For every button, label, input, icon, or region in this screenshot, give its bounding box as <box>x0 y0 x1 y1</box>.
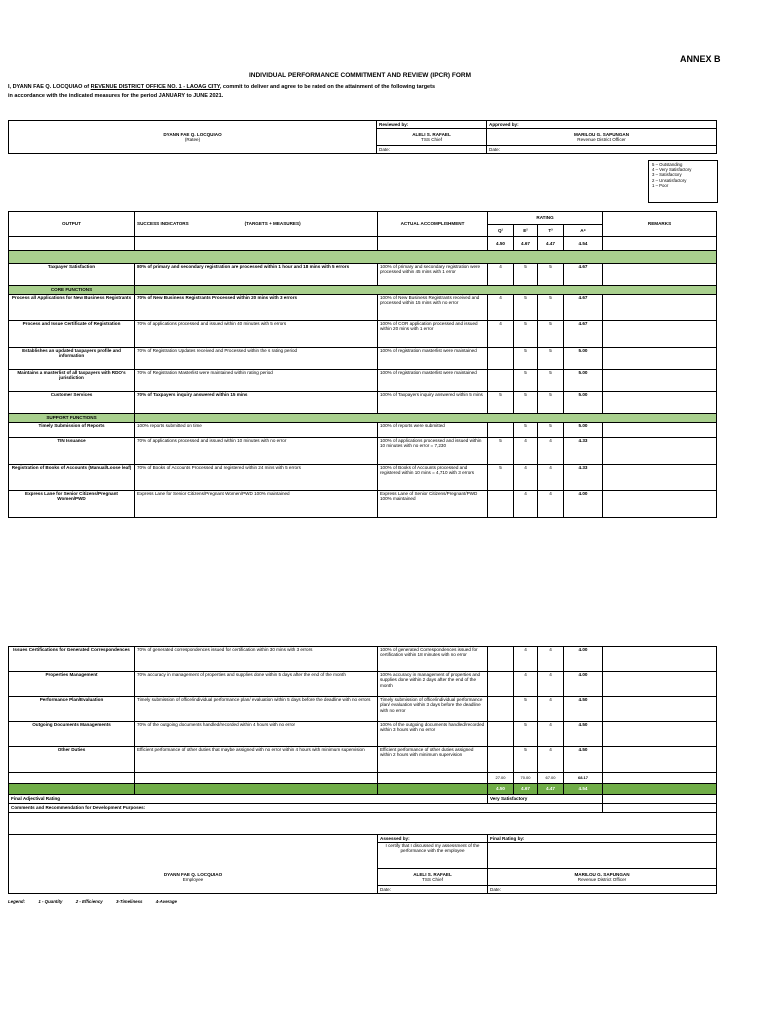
table-row <box>9 438 717 465</box>
row-rating-t: 4 <box>538 491 564 518</box>
table-row <box>9 697 717 722</box>
intro-post: , commit to deliver and agree to be rated on the attainment of the following targets <box>219 84 436 90</box>
table-row <box>9 423 717 438</box>
row-rating-t: 4 <box>538 722 564 747</box>
row-success-indicator: 70% of generated correspondences issued for certification within 30 mins with 3 errors <box>135 647 378 672</box>
row-rating-t: 4 <box>538 747 564 773</box>
row-actual-accomplishment: Express Lane of Senior Citizens/Pregnant/PWD 100% maintained <box>378 491 488 518</box>
table-row <box>9 722 717 747</box>
row-rating-a: 5.00 <box>564 370 603 392</box>
legend-item: 2 - Efficiency <box>75 899 103 904</box>
row-remarks <box>603 491 717 518</box>
table-row <box>9 647 717 672</box>
table-row <box>9 491 717 518</box>
reviewed-by-label: Reviewed by: <box>377 121 487 129</box>
row-success-indicator: 70% of Taxpayers inquiry answered within 15 mins <box>135 392 378 414</box>
row-rating-q: 4 <box>488 321 514 348</box>
final-rating-label: Final Adjectival Rating <box>9 795 488 804</box>
row-output: Establishes an updated taxpayers profile and information <box>9 348 135 370</box>
intro-pre: I, DYANN FAE Q. LOCQUIAO of <box>8 84 91 90</box>
row-success-indicator: 70% accuracy in management of properties and supplies done within 5 days after the end of the month <box>135 672 378 697</box>
row-rating-a: 5.00 <box>564 348 603 370</box>
avg-q: 4.50 <box>488 237 514 251</box>
row-success-indicator: 70% of Registration Updates received and Processed within the s rating period <box>135 348 378 370</box>
row-rating-q <box>488 647 514 672</box>
row-rating-q <box>488 423 514 438</box>
row-rating-t: 5 <box>538 392 564 414</box>
row-remarks <box>603 348 717 370</box>
header-e: E² <box>514 225 538 237</box>
row-output: Other Duties <box>9 747 135 773</box>
form-title: INDIVIDUAL PERFORMANCE COMMITMENT AND REVIEW (IPCR) FORM <box>248 72 472 79</box>
final-rating-by-label: Final Rating by: <box>488 835 717 843</box>
scale-item: 5 – Outstanding <box>652 162 683 167</box>
final-avg-e: 4.67 <box>514 784 538 795</box>
row-rating-a: 4.50 <box>564 722 603 747</box>
reviewer-date-label: Date: <box>377 146 487 154</box>
row-output: Timely Submission of Reports <box>9 423 135 438</box>
employee-name: DYANN FAE Q. LOCQUIAO <box>163 871 223 877</box>
row-actual-accomplishment: 100% of applications processed and issued within 10 minutes with no error = 7,230 <box>378 438 488 465</box>
employee-role: Employee <box>182 877 204 882</box>
row-rating-q: 4 <box>488 264 514 286</box>
support-functions-label: SUPPORT FUNCTIONS <box>9 414 135 423</box>
row-rating-t: 4 <box>538 647 564 672</box>
reviewer-role: TSS Chief <box>421 137 442 142</box>
avg-t: 4.47 <box>538 237 564 251</box>
row-actual-accomplishment: 100% of registration masterlist were maintained <box>378 370 488 392</box>
row-success-indicator: 70% of applications processed and issued within 40 minutes with 5 errors <box>135 321 378 348</box>
approver-role: Revenue District Officer <box>577 137 626 142</box>
row-rating-e: 5 <box>514 264 538 286</box>
row-success-indicator: 100% reports submitted on time <box>135 423 378 438</box>
header-a: A⁴ <box>564 225 603 237</box>
row-rating-t: 4 <box>538 672 564 697</box>
row-output: Maintains a masterlist of all taxpayers with RDO's jurisdiction <box>9 370 135 392</box>
legend <box>8 899 189 904</box>
row-rating-t: 5 <box>538 348 564 370</box>
assessor-role: TSS Chief <box>422 877 443 882</box>
header-success-label: SUCCESS INDICATORS <box>137 221 189 227</box>
row-rating-t: 5 <box>538 264 564 286</box>
row-rating-t: 5 <box>538 370 564 392</box>
legend-item: 4-Average <box>155 899 177 904</box>
row-rating-t: 5 <box>538 423 564 438</box>
row-remarks <box>603 697 717 722</box>
row-rating-e: 5 <box>514 392 538 414</box>
row-rating-a: 4.67 <box>564 264 603 286</box>
row-actual-accomplishment: 100% of registration masterlist were maintained <box>378 348 488 370</box>
row-rating-q <box>488 722 514 747</box>
row-rating-e: 5 <box>514 722 538 747</box>
row-rating-e: 5 <box>514 697 538 722</box>
row-output: Performance Plan/Evaluation <box>9 697 135 722</box>
row-actual-accomplishment: 100% of reports were submitted <box>378 423 488 438</box>
comments-area <box>9 813 717 835</box>
row-rating-a: 4.33 <box>564 465 603 491</box>
scale-item: 2 – Unsatisfactory <box>652 177 687 183</box>
row-success-indicator: 70% of the outgoing documents handled/recorded within 4 hours with no error <box>135 722 378 747</box>
row-actual-accomplishment: Timely submission of office/individual performance plan/ evaluation within 3 days before the deadline with no error <box>378 697 488 722</box>
row-success-indicator: Express Lane for Senior Citizens/Pregnant Women/PWD 100% maintained <box>135 491 378 518</box>
scale-item: 3 – Satisfactory <box>652 172 682 178</box>
row-success-indicator: 70% of Books of Accounts Processed and registered within 24 mins with 5 errors <box>135 465 378 491</box>
row-rating-e: 5 <box>514 423 538 438</box>
row-rating-q: 4 <box>488 295 514 321</box>
row-output: Properties Management <box>9 672 135 697</box>
row-remarks <box>603 747 717 773</box>
scale-item: 4 – Very Satisfactory <box>652 167 692 173</box>
row-remarks <box>603 370 717 392</box>
legend-label: Legend: <box>8 899 26 904</box>
header-success-indicators <box>135 212 378 237</box>
ratee-role: (Ratee) <box>184 137 201 142</box>
row-rating-a: 5.00 <box>564 423 603 438</box>
row-rating-q <box>488 672 514 697</box>
row-rating-a: 4.50 <box>564 747 603 773</box>
approver-name: MARILOU G. SAPUNGAN <box>573 131 630 137</box>
table-row <box>9 370 717 392</box>
final-rating-value: Very Satisfactory <box>488 795 603 804</box>
row-rating-q <box>488 370 514 392</box>
row-output: Customer Services <box>9 392 135 414</box>
row-actual-accomplishment: 100% of Taxpayers inquiry answered within 5 mins <box>378 392 488 414</box>
row-rating-e: 4 <box>514 647 538 672</box>
header-targets-label: (TARGETS + MEASURES) <box>244 221 301 227</box>
total-e: 70.00 <box>514 773 538 784</box>
intro-office: REVENUE DISTRICT OFFICE NO. 1 - LAOAG CITY <box>90 84 220 90</box>
final-rater-role: Revenue District Officer <box>577 877 627 882</box>
table-row <box>9 747 717 773</box>
final-avg-q: 4.50 <box>488 784 514 795</box>
row-rating-a: 4.00 <box>564 672 603 697</box>
row-rating-t: 4 <box>538 697 564 722</box>
final-rater-name: MARILOU G. SAPUNGAN <box>574 871 630 877</box>
row-success-indicator: 80% of primary and secondary registration are processed within 1 hour and 18 mins with 5 errors <box>135 264 378 286</box>
table-row <box>9 321 717 348</box>
rating-scale-box <box>648 160 718 203</box>
row-rating-q: 5 <box>488 465 514 491</box>
row-rating-a: 5.00 <box>564 392 603 414</box>
row-output: Express Lane for Senior Citizens/Pregnant Women/PWD <box>9 491 135 518</box>
scale-item: 1 – Poor <box>652 182 669 188</box>
table-row <box>9 348 717 370</box>
table-row <box>9 295 717 321</box>
row-rating-e: 4 <box>514 672 538 697</box>
row-actual-accomplishment: 100% of the outgoing documents handled/recorded within 3 hours with no error <box>378 722 488 747</box>
total-a: 68.17 <box>564 773 603 784</box>
row-rating-q: 5 <box>488 438 514 465</box>
row-rating-t: 4 <box>538 465 564 491</box>
intro-period: in accordance with the indicated measures for the period JANUARY to JUNE 2021. <box>8 93 224 99</box>
row-actual-accomplishment: 100% accuracy in management of properties and supplies done within 2 days after the end of the month <box>378 672 488 697</box>
intro-statement <box>8 83 435 101</box>
header-rating: RATING <box>488 212 603 225</box>
row-success-indicator: 70% of New Business Registrants Processed within 20 mins with 3 errors <box>135 295 378 321</box>
legend-item: 1 - Quantity <box>38 899 63 904</box>
row-rating-q: 5 <box>488 392 514 414</box>
total-t: 67.00 <box>538 773 564 784</box>
header-remarks: REMARKS <box>603 212 717 237</box>
row-rating-q <box>488 747 514 773</box>
row-rating-q <box>488 697 514 722</box>
final-avg-a: 4.54 <box>564 784 603 795</box>
row-rating-t: 5 <box>538 321 564 348</box>
row-output: Taxpayer Satisfaction <box>9 264 135 286</box>
row-output: Registration of Books of Accounts (Manual/Loose leaf) <box>9 465 135 491</box>
ipcr-table-part2 <box>8 646 717 894</box>
row-output: TIN Issuance <box>9 438 135 465</box>
reviewer-name: ALELI S. RAFAEL <box>412 131 451 137</box>
table-row <box>9 264 717 286</box>
table-row <box>9 672 717 697</box>
header-output: OUTPUT <box>9 212 135 237</box>
core-functions-label: CORE FUNCTIONS <box>9 286 135 295</box>
row-remarks <box>603 321 717 348</box>
row-rating-a: 4.67 <box>564 321 603 348</box>
avg-a: 4.54 <box>564 237 603 251</box>
row-output: Process and Issue Certificate of Registration <box>9 321 135 348</box>
row-rating-e: 4 <box>514 465 538 491</box>
legend-item: 3-Timeliness <box>115 899 143 904</box>
approver-date-label: Date: <box>487 146 717 154</box>
row-rating-a: 4.33 <box>564 438 603 465</box>
row-remarks <box>603 423 717 438</box>
header-t: T³ <box>538 225 564 237</box>
header-actual: ACTUAL ACCOMPLISHMENT <box>378 212 488 237</box>
row-actual-accomplishment: 100% of COR application processed and issued within 20 mins with 1 error <box>378 321 488 348</box>
row-rating-e: 5 <box>514 370 538 392</box>
row-success-indicator: Efficient performance of other duties that maybe assigned with no error within 4 hours with minimum supervision <box>135 747 378 773</box>
row-rating-a: 4.00 <box>564 647 603 672</box>
row-success-indicator: 70% of Registration Masterlist were maintained within rating period <box>135 370 378 392</box>
row-actual-accomplishment: Efficient performance of other duties assigned within 2 hours with minimum supervision <box>378 747 488 773</box>
row-rating-a: 4.67 <box>564 295 603 321</box>
row-rating-e: 4 <box>514 491 538 518</box>
row-rating-e: 5 <box>514 321 538 348</box>
row-rating-e: 5 <box>514 295 538 321</box>
row-remarks <box>603 647 717 672</box>
row-rating-e: 5 <box>514 747 538 773</box>
row-success-indicator: Timely submission of office/individual performance plan/ evaluation within 5 days before the deadline with no errors <box>135 697 378 722</box>
assessor-date-label: Date: <box>378 886 488 894</box>
row-rating-t: 4 <box>538 438 564 465</box>
row-remarks <box>603 465 717 491</box>
annex-label: ANNEX B <box>680 54 721 64</box>
row-rating-q <box>488 491 514 518</box>
comments-label: Comments and Recommendation for Development Purposes: <box>9 804 603 813</box>
row-rating-e: 5 <box>514 348 538 370</box>
row-rating-q <box>488 348 514 370</box>
row-output: Issues Certifications for Generated Correspondences <box>9 647 135 672</box>
row-rating-t: 5 <box>538 295 564 321</box>
row-actual-accomplishment: 100% of generated Correspondences issued for certification within 18 minutes with no error <box>378 647 488 672</box>
row-remarks <box>603 295 717 321</box>
table-row <box>9 465 717 491</box>
row-remarks <box>603 392 717 414</box>
row-success-indicator: 70% of applications processed and issued within 10 minutes with no error <box>135 438 378 465</box>
assessed-by-label: Assessed by: <box>378 835 488 843</box>
assessor-name: ALELI S. RAFAEL <box>413 871 452 877</box>
row-remarks <box>603 672 717 697</box>
row-remarks <box>603 264 717 286</box>
row-actual-accomplishment: 100% of primary and secondary registration were processed within 45 mins with 1 error <box>378 264 488 286</box>
signature-block-top <box>8 120 717 154</box>
row-output: Outgoing Documents Managements <box>9 722 135 747</box>
final-avg-t: 4.47 <box>538 784 564 795</box>
row-actual-accomplishment: 100% of New Business Registrants received and processed within 15 mins with no error <box>378 295 488 321</box>
row-output: Process all Applications for New Business Registrants <box>9 295 135 321</box>
row-rating-e: 4 <box>514 438 538 465</box>
avg-e: 4.67 <box>514 237 538 251</box>
approved-by-label: Approved by: <box>487 121 717 129</box>
row-remarks <box>603 722 717 747</box>
certify-text: I certify that I discussed my assessment of the performance with the employee <box>378 843 488 869</box>
total-q: 27.00 <box>488 773 514 784</box>
final-date-label: Date: <box>488 886 717 894</box>
header-q: Q¹ <box>488 225 514 237</box>
row-actual-accomplishment: 100% of Books of Accounts processed and registered within 10 mins = 4,710 with 3 errors <box>378 465 488 491</box>
table-row <box>9 392 717 414</box>
ratee-name: DYANN FAE Q. LOCQUIAO <box>163 131 222 137</box>
row-rating-a: 4.50 <box>564 697 603 722</box>
ipcr-table-part1 <box>8 211 717 518</box>
row-remarks <box>603 438 717 465</box>
row-rating-a: 4.00 <box>564 491 603 518</box>
